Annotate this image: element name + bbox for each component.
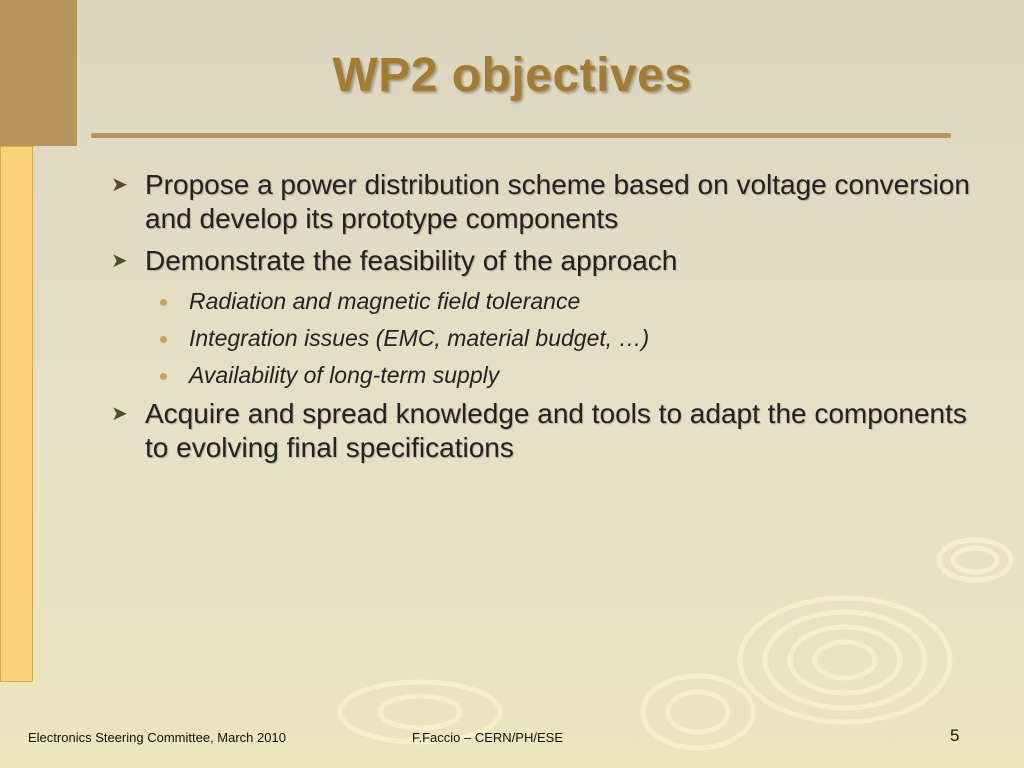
arrow-bullet-icon: ➤: [111, 250, 128, 272]
footer-event: Electronics Steering Committee, March 2010: [28, 730, 286, 745]
sub-bullet-item: [105, 323, 975, 353]
slide-content: [105, 168, 975, 473]
sub-bullet-text: Integration issues (EMC, material budget, …): [189, 325, 650, 351]
dot-bullet-icon: [160, 373, 167, 380]
bullet-item: [105, 244, 975, 278]
dot-bullet-icon: [160, 336, 167, 343]
bullet-text: Acquire and spread knowledge and tools to adapt the components to evolving final specifications: [145, 398, 967, 463]
arrow-bullet-icon: ➤: [111, 403, 128, 425]
title-divider: [91, 133, 951, 138]
footer-author: F.Faccio – CERN/PH/ESE: [412, 730, 563, 745]
arrow-bullet-icon: ➤: [111, 174, 128, 196]
dot-bullet-icon: [160, 299, 167, 306]
sub-bullet-item: [105, 286, 975, 316]
left-accent-bar: [0, 146, 33, 682]
page-number: 5: [950, 726, 960, 745]
sub-bullet-item: [105, 360, 975, 390]
bullet-text: Propose a power distribution scheme based on voltage conversion and develop its prototype components: [145, 169, 970, 234]
bullet-item: [105, 397, 975, 465]
bullet-text: Demonstrate the feasibility of the approach: [145, 245, 678, 276]
bullet-item: [105, 168, 975, 236]
sub-bullet-text: Availability of long-term supply: [189, 362, 500, 388]
sub-bullet-text: Radiation and magnetic field tolerance: [189, 288, 581, 314]
slide-title: WP2 objectives: [332, 49, 692, 102]
